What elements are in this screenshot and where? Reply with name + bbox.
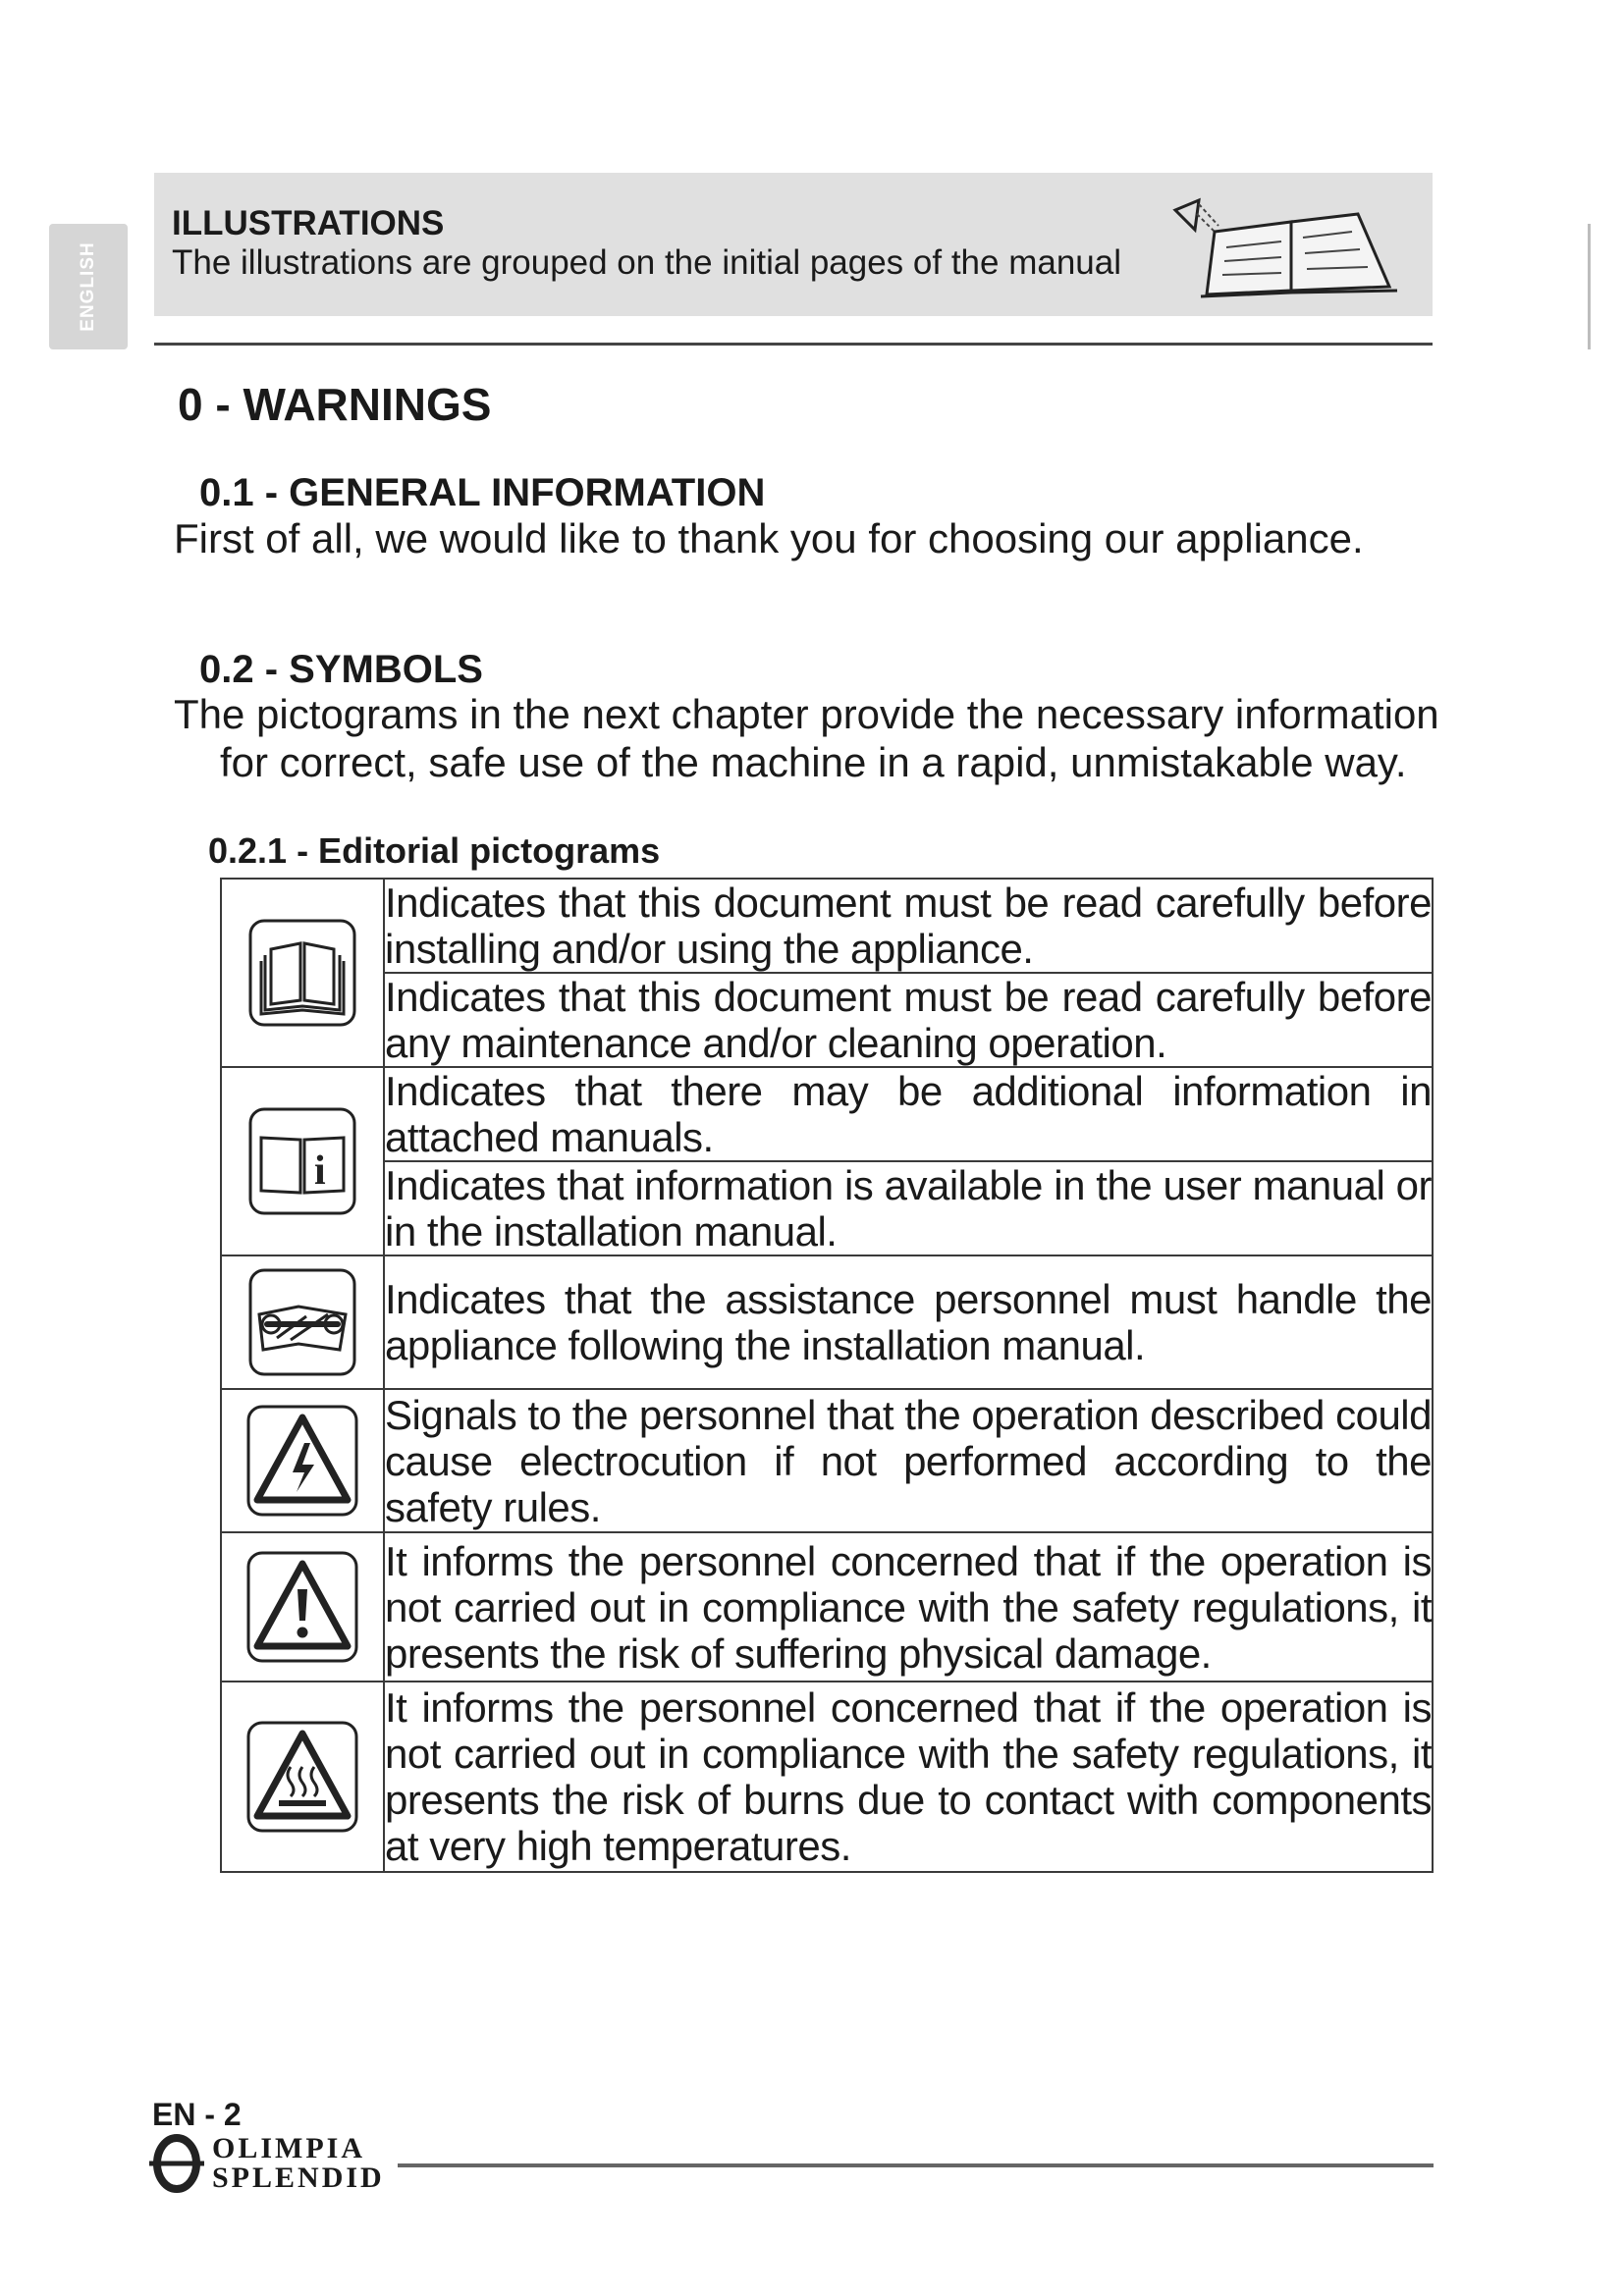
brand-logo-mark <box>145 2132 208 2195</box>
info-book-icon <box>247 1106 357 1216</box>
page-edge-mark <box>1588 224 1591 349</box>
wrench-book-icon <box>247 1267 357 1377</box>
pictogram-description: Signals to the personnel that the operation described could cause electrocution if not performed according to the safety rules. <box>384 1389 1433 1532</box>
pictogram-description: Indicates that this document must be read carefully before installing and/or using the appliance. <box>385 880 1432 972</box>
table-row <box>221 1161 1433 1255</box>
open-manual-icon <box>1165 192 1421 300</box>
pictogram-description: It informs the personnel concerned that if the operation is not carried out in compliance with the safety regulations, it presents the risk of suffering physical damage. <box>384 1532 1433 1682</box>
pictogram-description: Indicates that information is available in the user manual or in the installation manual. <box>385 1162 1432 1255</box>
pictogram-cell <box>221 879 384 1067</box>
table-row <box>221 1682 1433 1872</box>
table-row <box>221 973 1433 1067</box>
symbols-text-line1: The pictograms in the next chapter provide the necessary information <box>174 691 1439 737</box>
language-tab <box>49 224 128 349</box>
pictogram-cell <box>221 1532 384 1682</box>
illustrations-banner <box>154 173 1433 316</box>
table-row <box>221 1389 1433 1532</box>
symbols-text-line2: for correct, safe use of the machine in a rapid, unmistakable way. <box>220 739 1407 785</box>
table-row <box>221 879 1433 973</box>
electric-hazard-icon <box>245 1404 359 1518</box>
hot-surface-icon <box>245 1720 359 1834</box>
general-info-heading: 0.1 - GENERAL INFORMATION <box>199 471 766 514</box>
illustrations-text: The illustrations are grouped on the initial pages of the manual <box>172 243 1121 282</box>
general-warning-icon <box>245 1550 359 1664</box>
book-icon <box>247 918 357 1028</box>
pictogram-cell <box>221 1682 384 1872</box>
table-row <box>221 1255 1433 1389</box>
header-rule <box>154 343 1433 346</box>
warnings-heading: 0 - WARNINGS <box>178 379 492 430</box>
pictogram-description: Indicates that there may be additional information in attached manuals. <box>385 1068 1432 1160</box>
pictogram-description: Indicates that this document must be read carefully before any maintenance and/or cleaning operation. <box>385 974 1432 1066</box>
pictogram-description: It informs the personnel concerned that if the operation is not carried out in compliance with the safety regulations, it presents the risk of burns due to contact with components at very high temperatures. <box>384 1682 1433 1872</box>
pictogram-cell <box>221 1255 384 1389</box>
brand-name-line1: OLIMPIA <box>212 2132 365 2164</box>
svg-text:i: i <box>314 1148 326 1194</box>
pictogram-description: Indicates that the assistance personnel must handle the appliance following the installation manual. <box>384 1255 1433 1389</box>
footer-rule <box>398 2163 1434 2167</box>
language-tab-label: ENGLISH <box>78 241 98 332</box>
illustrations-title: ILLUSTRATIONS <box>172 204 445 242</box>
brand-name-line2: SPLENDID <box>212 2162 385 2194</box>
pictogram-cell <box>221 1389 384 1532</box>
symbols-heading: 0.2 - SYMBOLS <box>199 648 483 691</box>
table-row <box>221 1532 1433 1682</box>
pictogram-cell <box>221 1067 384 1255</box>
general-info-text: First of all, we would like to thank you for choosing our appliance. <box>174 515 1364 561</box>
editorial-pictograms-heading: 0.2.1 - Editorial pictograms <box>208 830 661 871</box>
table-row <box>221 1067 1433 1161</box>
pictogram-table <box>220 878 1434 1873</box>
brand-logo <box>145 2132 385 2200</box>
page-number: EN - 2 <box>152 2097 242 2132</box>
